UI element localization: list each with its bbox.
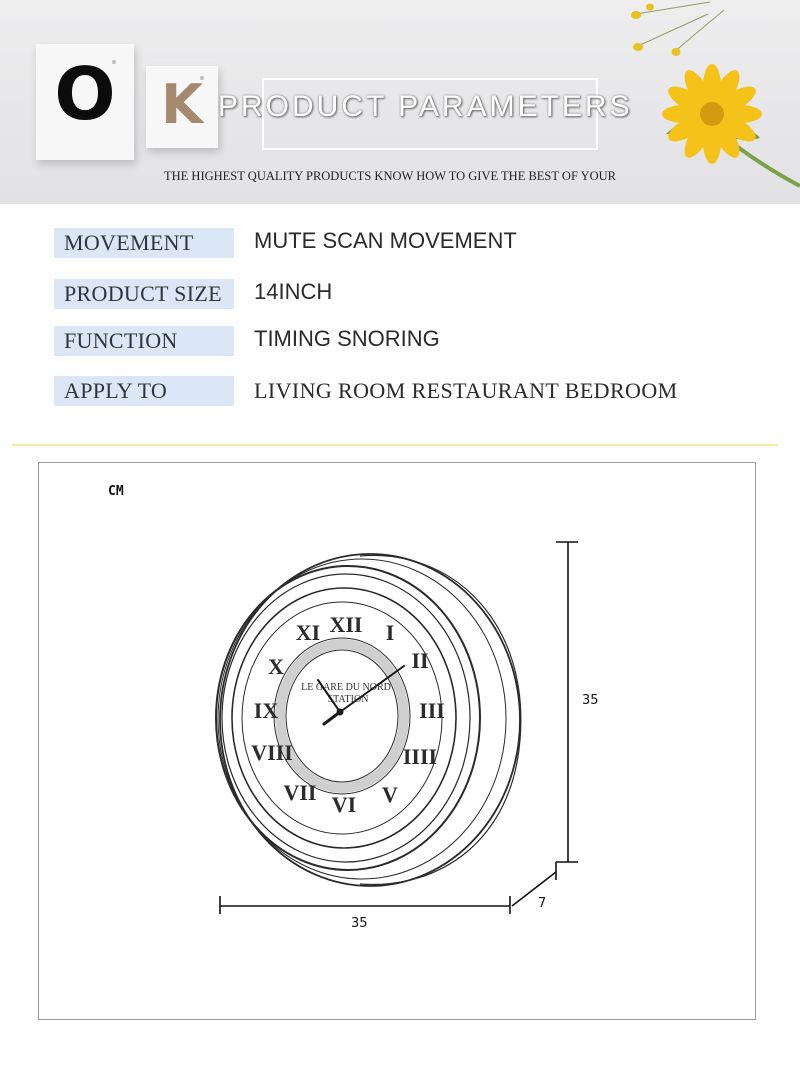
svg-text:V: V xyxy=(382,782,398,807)
svg-text:III: III xyxy=(419,698,445,723)
width-dimension-label: 35 xyxy=(351,916,368,931)
param-value: LIVING ROOM RESTAURANT BEDROOM xyxy=(254,378,678,403)
clock-dimension-drawing xyxy=(200,530,600,930)
dial-text-station: STATION xyxy=(327,694,369,705)
param-label: PRODUCT SIZE xyxy=(54,279,234,309)
param-value: 14INCH xyxy=(254,279,333,304)
svg-text:II: II xyxy=(411,648,429,673)
svg-text:XI: XI xyxy=(295,620,321,645)
svg-text:I: I xyxy=(385,620,395,645)
svg-text:IX: IX xyxy=(253,698,279,723)
svg-text:VI: VI xyxy=(331,792,357,817)
depth-dimension-label: 7 xyxy=(538,896,547,911)
svg-text:X: X xyxy=(268,654,284,679)
banner-title: PRODUCT PARAMETERS xyxy=(218,90,633,123)
banner-subtitle: THE HIGHEST QUALITY PRODUCTS KNOW HOW TO GIVE THE BEST OF YOUR xyxy=(164,169,616,183)
svg-text:IIII: IIII xyxy=(402,744,438,769)
section-divider xyxy=(12,444,778,446)
param-label: MOVEMENT xyxy=(54,228,234,258)
unit-label: CM xyxy=(108,484,124,499)
param-value: TIMING SNORING xyxy=(254,326,440,351)
card-letter-k: K xyxy=(161,73,203,136)
height-dimension-label: 35 xyxy=(582,693,599,708)
svg-text:VIII: VIII xyxy=(251,740,293,765)
product-parameters-banner xyxy=(0,0,800,204)
card-letter-o: O xyxy=(54,52,116,136)
param-label: FUNCTION xyxy=(54,326,234,356)
param-label: APPLY TO xyxy=(54,376,234,406)
dial-text-top: LE GARE DU NORD xyxy=(301,682,391,693)
param-value: MUTE SCAN MOVEMENT xyxy=(254,228,517,253)
sunflower-decoration xyxy=(620,0,800,204)
svg-text:XII: XII xyxy=(329,612,363,637)
letter-card-o xyxy=(36,44,134,160)
letter-card-k xyxy=(146,66,218,148)
svg-text:VII: VII xyxy=(283,780,317,805)
